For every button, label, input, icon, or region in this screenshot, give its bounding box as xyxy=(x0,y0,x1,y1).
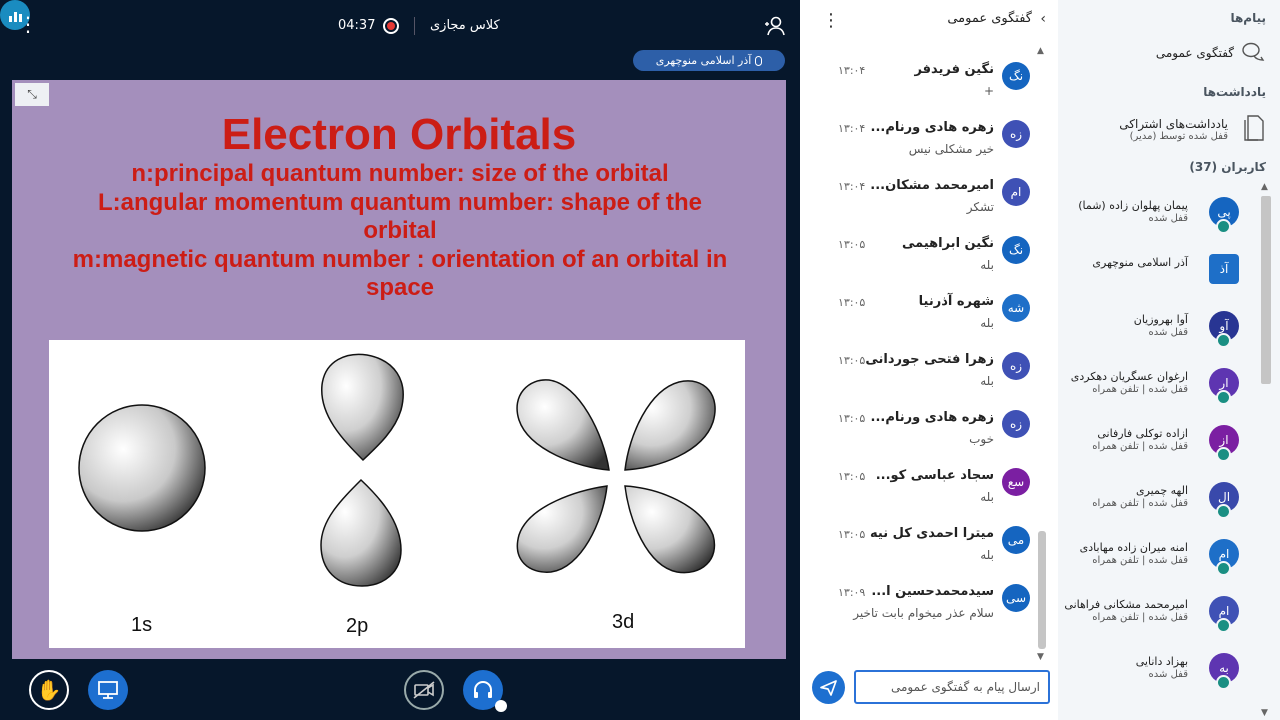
slide-title: Electron Orbitals xyxy=(221,110,577,159)
message-sender: زهره هادی ورنام... xyxy=(870,120,994,135)
headset-icon xyxy=(463,670,503,710)
message-time: ۱۳:۰۴ xyxy=(838,64,866,77)
chat-message-list xyxy=(800,40,1034,660)
avatar[interactable]: زه xyxy=(1002,352,1030,380)
avatar: آذ xyxy=(1209,254,1239,284)
messages-section-title: پیام‌ها xyxy=(1230,11,1266,25)
mic-icon xyxy=(1216,561,1231,576)
user-list-item[interactable] xyxy=(1058,311,1258,367)
presentation-slide xyxy=(12,80,786,659)
message-time: ۱۳:۰۹ xyxy=(838,586,866,599)
avatar: به xyxy=(1209,653,1239,683)
record-icon[interactable] xyxy=(383,18,399,34)
message-text: بله xyxy=(980,258,994,272)
shared-notes-link[interactable]: یادداشت‌های اشتراکی xyxy=(1119,117,1228,131)
chat-message xyxy=(800,294,1034,352)
audio-button[interactable] xyxy=(463,670,503,710)
message-time: ۱۳:۰۴ xyxy=(838,122,866,135)
chat-message xyxy=(800,178,1034,236)
user-name: پیمان پهلوان زاده (شما) xyxy=(1078,199,1188,212)
message-text: سلام عذر میخوام بابت تاخیر xyxy=(853,606,994,620)
chat-scroll-thumb[interactable] xyxy=(1038,531,1046,649)
camera-off-icon xyxy=(406,672,442,708)
user-list-item[interactable] xyxy=(1058,596,1258,652)
room-name: کلاس مجازی xyxy=(430,18,500,33)
slide-line: m:magnetic quantum number : orientation of an orbital in space xyxy=(72,245,728,301)
user-status: قفل شده | تلفن همراه xyxy=(1092,612,1188,623)
user-list-item[interactable] xyxy=(1058,653,1258,709)
user-status: قفل شده | تلفن همراه xyxy=(1092,555,1188,566)
chat-message xyxy=(800,584,1034,642)
user-list-panel xyxy=(1058,0,1280,720)
message-text: تشکر xyxy=(966,200,994,214)
avatar: ار xyxy=(1209,368,1239,398)
chat-message xyxy=(800,352,1034,410)
user-list-item[interactable] xyxy=(1058,197,1258,253)
orbitals-drawing xyxy=(49,340,745,648)
chat-message xyxy=(800,236,1034,294)
avatar[interactable]: زه xyxy=(1002,120,1030,148)
user-name: آذر اسلامی منوچهری xyxy=(1092,256,1188,269)
slide-line: n:principal quantum number: size of the orbital xyxy=(131,160,669,187)
message-text: خیر مشکلی نیس xyxy=(908,142,994,156)
avatar: پی xyxy=(1209,197,1239,227)
user-name: بهزاد دانایی xyxy=(1135,655,1188,668)
user-name: آوا بهروزیان xyxy=(1133,313,1188,326)
mic-icon xyxy=(1216,675,1231,690)
users-section-title: کاربران (37) xyxy=(1189,160,1266,174)
message-time: ۱۳:۰۵ xyxy=(838,238,866,251)
message-time: ۱۳:۰۵ xyxy=(838,528,866,541)
message-text: بله xyxy=(980,490,994,504)
avatar[interactable]: ام xyxy=(1002,178,1030,206)
chat-scrollbar[interactable] xyxy=(1035,46,1047,666)
user-status: قفل شده | تلفن همراه xyxy=(1092,498,1188,509)
chat-options-button[interactable]: ⋮ xyxy=(822,10,840,31)
user-name: امنه میران زاده مهابادی xyxy=(1079,541,1188,554)
scroll-up-icon[interactable]: ▲ xyxy=(1037,46,1044,56)
chat-message xyxy=(800,40,1034,62)
user-status: قفل شده | تلفن همراه xyxy=(1092,384,1188,395)
message-sender: امیرمحمد مشکان... xyxy=(870,178,994,193)
chat-title: گفتگوی عمومی xyxy=(947,11,1032,26)
action-bar xyxy=(0,660,800,720)
slide-body xyxy=(62,160,738,303)
message-text: + xyxy=(983,84,994,98)
mic-icon xyxy=(1216,618,1231,633)
shared-notes-status: قفل شده توسط (مدیر) xyxy=(1129,131,1228,142)
mic-icon xyxy=(1216,333,1231,348)
chevron-left-icon[interactable]: ‹ xyxy=(1040,11,1046,27)
chat-icon xyxy=(1240,40,1266,66)
avatar: ال xyxy=(1209,482,1239,512)
message-time: ۱۳:۰۴ xyxy=(838,180,866,193)
user-name: ارغوان عسگریان دهکردی xyxy=(1070,370,1188,383)
mic-icon xyxy=(1216,504,1231,519)
message-sender: شهره آذرنیا xyxy=(918,294,994,309)
message-sender: نگین ابراهیمی xyxy=(901,236,994,251)
orbital-label-1s: 1s xyxy=(131,614,153,636)
message-text: بله xyxy=(980,548,994,562)
chat-message xyxy=(800,120,1034,178)
avatar: ام xyxy=(1209,596,1239,626)
user-status: قفل شده xyxy=(1148,213,1188,224)
avatar[interactable]: نگ xyxy=(1002,62,1030,90)
options-menu-button[interactable]: ⋮ xyxy=(18,12,38,36)
user-list-item[interactable] xyxy=(1058,254,1258,310)
avatar[interactable]: شه xyxy=(1002,294,1030,322)
message-text: خوب xyxy=(969,432,994,446)
send-button[interactable] xyxy=(812,671,845,704)
avatar[interactable]: می xyxy=(1002,526,1030,554)
mic-icon xyxy=(755,56,762,66)
avatar[interactable]: زه xyxy=(1002,410,1030,438)
talking-user-name: آذر اسلامی منوچهری xyxy=(655,54,752,67)
user-status: قفل شده xyxy=(1148,327,1188,338)
scroll-down-icon[interactable]: ▼ xyxy=(1037,652,1044,662)
chat-header xyxy=(800,0,1058,42)
notes-icon xyxy=(1242,114,1264,142)
message-time: ۱۳:۰۵ xyxy=(838,354,866,367)
notes-section-title: یادداشت‌ها xyxy=(1203,85,1266,99)
message-text: بله xyxy=(980,316,994,330)
user-list-item[interactable] xyxy=(1058,539,1258,595)
chat-panel xyxy=(800,0,1058,720)
mic-icon xyxy=(1216,219,1231,234)
divider xyxy=(414,17,415,35)
fullscreen-button[interactable]: ⤡ xyxy=(15,83,49,106)
user-list-item[interactable] xyxy=(1058,368,1258,424)
talking-indicator xyxy=(633,50,785,71)
avatar: از xyxy=(1209,425,1239,455)
user-name: ازاده توکلی فارفانی xyxy=(1097,427,1188,440)
bar-chart-icon xyxy=(9,16,12,22)
raise-hand-button[interactable] xyxy=(29,670,69,710)
message-sender: زهره هادی ورنام... xyxy=(870,410,994,425)
user-icon[interactable] xyxy=(764,16,786,36)
chat-message-input[interactable]: ارسال پیام به گفتگوی عمومی xyxy=(854,670,1050,704)
chat-message xyxy=(800,410,1034,468)
hand-icon: ✋ xyxy=(36,678,62,702)
screen-share-button[interactable] xyxy=(88,670,128,710)
mic-icon xyxy=(1216,390,1231,405)
orbital-label-3d: 3d xyxy=(612,611,635,633)
user-list-item[interactable] xyxy=(1058,425,1258,481)
avatar[interactable]: سی xyxy=(1002,584,1030,612)
avatar[interactable]: نگ xyxy=(1002,236,1030,264)
avatar[interactable]: سع xyxy=(1002,468,1030,496)
chat-message xyxy=(800,62,1034,120)
user-list-item[interactable] xyxy=(1058,482,1258,538)
chat-message xyxy=(800,468,1034,526)
user-name: الهه چمیری xyxy=(1135,484,1188,497)
avatar: آو xyxy=(1209,311,1239,341)
camera-toggle-button[interactable] xyxy=(404,670,444,710)
user-name: امیرمحمد مشکانی فراهانی xyxy=(1064,598,1188,611)
scroll-down-icon[interactable]: ▼ xyxy=(1261,708,1268,718)
message-text: بله xyxy=(980,374,994,388)
message-time: ۱۳:۰۵ xyxy=(838,412,866,425)
orbital-label-2p: 2p xyxy=(346,615,369,637)
message-time: ۱۳:۰۵ xyxy=(838,470,866,483)
orbitals-figure xyxy=(49,340,745,648)
user-status: قفل شده xyxy=(1148,669,1188,680)
recording-time: 04:37 xyxy=(338,18,376,33)
scroll-up-icon[interactable]: ▲ xyxy=(1261,182,1268,192)
screen-share-icon xyxy=(88,670,128,710)
mic-icon xyxy=(1216,447,1231,462)
send-icon xyxy=(812,671,845,704)
user-list-scroll-thumb[interactable] xyxy=(1261,196,1271,384)
message-sender: زهرا فتحی جوردانی xyxy=(865,352,994,367)
public-chat-link[interactable]: گفتگوی عمومی xyxy=(1155,46,1234,60)
message-sender: نگین فریدفر xyxy=(914,62,994,77)
avatar: ام xyxy=(1209,539,1239,569)
chat-message xyxy=(800,526,1034,584)
slide-line: L:angular momentum quantum number: shape of the orbital xyxy=(97,188,703,244)
user-list-scrollbar[interactable] xyxy=(1258,182,1272,720)
message-sender: میترا احمدی کل نیه xyxy=(870,526,994,541)
message-time: ۱۳:۰۵ xyxy=(838,296,866,309)
user-status: قفل شده | تلفن همراه xyxy=(1092,441,1188,452)
message-sender: سیدمحمدحسین ا... xyxy=(871,584,994,599)
message-sender: سجاد عباسی کو... xyxy=(875,468,994,483)
